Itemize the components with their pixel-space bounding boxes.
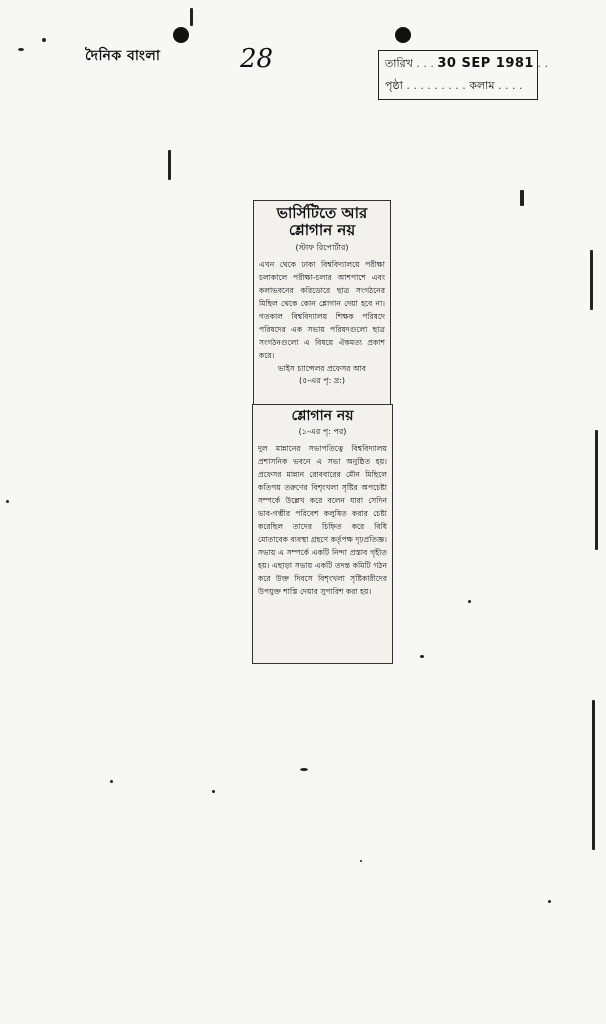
punch-hole-left	[173, 27, 189, 43]
clipping-continuation: ভাইস চ্যান্সেলর প্রফেসর আব	[278, 363, 366, 373]
news-clipping-top	[253, 200, 391, 407]
stamp-column-label: কলাম	[469, 79, 495, 92]
stamp-date-value: 30 SEP 1981	[437, 56, 534, 71]
clipping-continued-ref: (৫-এর পৃ: দ্র:)	[298, 375, 346, 385]
newspaper-name: দৈনিক বাংলা	[85, 48, 161, 64]
date-stamp: তারিখ . . . 30 SEP 1981 . . পৃষ্ঠা . . . . . . . . . কলাম . . . .	[378, 50, 538, 100]
clipping-continued-body: দুল মান্নানের সভাপতিত্বে বিশ্ববিদ্যালয় প্রশাসনিক ভবনে এ সভা অনুষ্ঠিত হয়। প্রফেসর মান্নান রোববারের মৌন মিছিলে কতিপয় তরুণের বিশৃংখলা সৃষ্টির অপচেষ্টা সম্পর্কে উল্লেখ করে বলেন যারা সেদিন ভাব-গম্ভীর পরিবেশ কলুষিত করার চেষ্টা করেছিল তাদের চিহ্নিত করে বিধি মোতাবেক ব্যবস্থা গ্রহণে কর্তৃপক্ষ দৃঢ়প্রতিজ্ঞ। সভায় এ সম্পর্কে একটি নিন্দা প্রস্তাব গৃহীত হয়। এছাড়া সভায় একটি তদন্ত কমিটি গঠন করে উক্ত দিবসে বিশৃংখলা সৃষ্টিকারীদের উপযুক্ত শাস্তি দেয়ার সুপারিশ করা হয়।	[258, 444, 387, 597]
clipping-continued-headline: শ্লোগান নয়	[291, 408, 354, 424]
clipping-continued-byline: (১-এর পৃ: পর)	[298, 427, 347, 437]
stamp-page-label: পৃষ্ঠা	[385, 79, 403, 92]
clipping-headline-line1: ভার্সিটিতে আর	[276, 204, 368, 222]
punch-hole-right	[395, 27, 411, 43]
stamp-date-label: তারিখ	[385, 57, 413, 70]
page-number: 28	[240, 44, 274, 74]
clipping-byline: (স্টাফ রিপোর্টার)	[295, 242, 349, 252]
clipping-body: এখন থেকে ঢাকা বিশ্ববিদ্যালয়ে পরীক্ষা চলাকালে পরীক্ষা-চলার আশপাশে এবং কলাভবনের করিডোরে ছাত্র সংগঠনের মিছিল থেকে কোন শ্লোগান দেয়া হবে না। গতকাল বিশ্ববিদ্যালয় শিক্ষক পরিষদে পরিষদের এক সভায় পরিষদগুলো ছাত্র সংগঠনগুলো এ বিষয়ে ঐকমত্য প্রকাশ করে।	[259, 259, 385, 360]
news-clipping-bottom	[252, 404, 393, 664]
clipping-headline-line2: শ্লোগান নয়	[288, 221, 356, 240]
